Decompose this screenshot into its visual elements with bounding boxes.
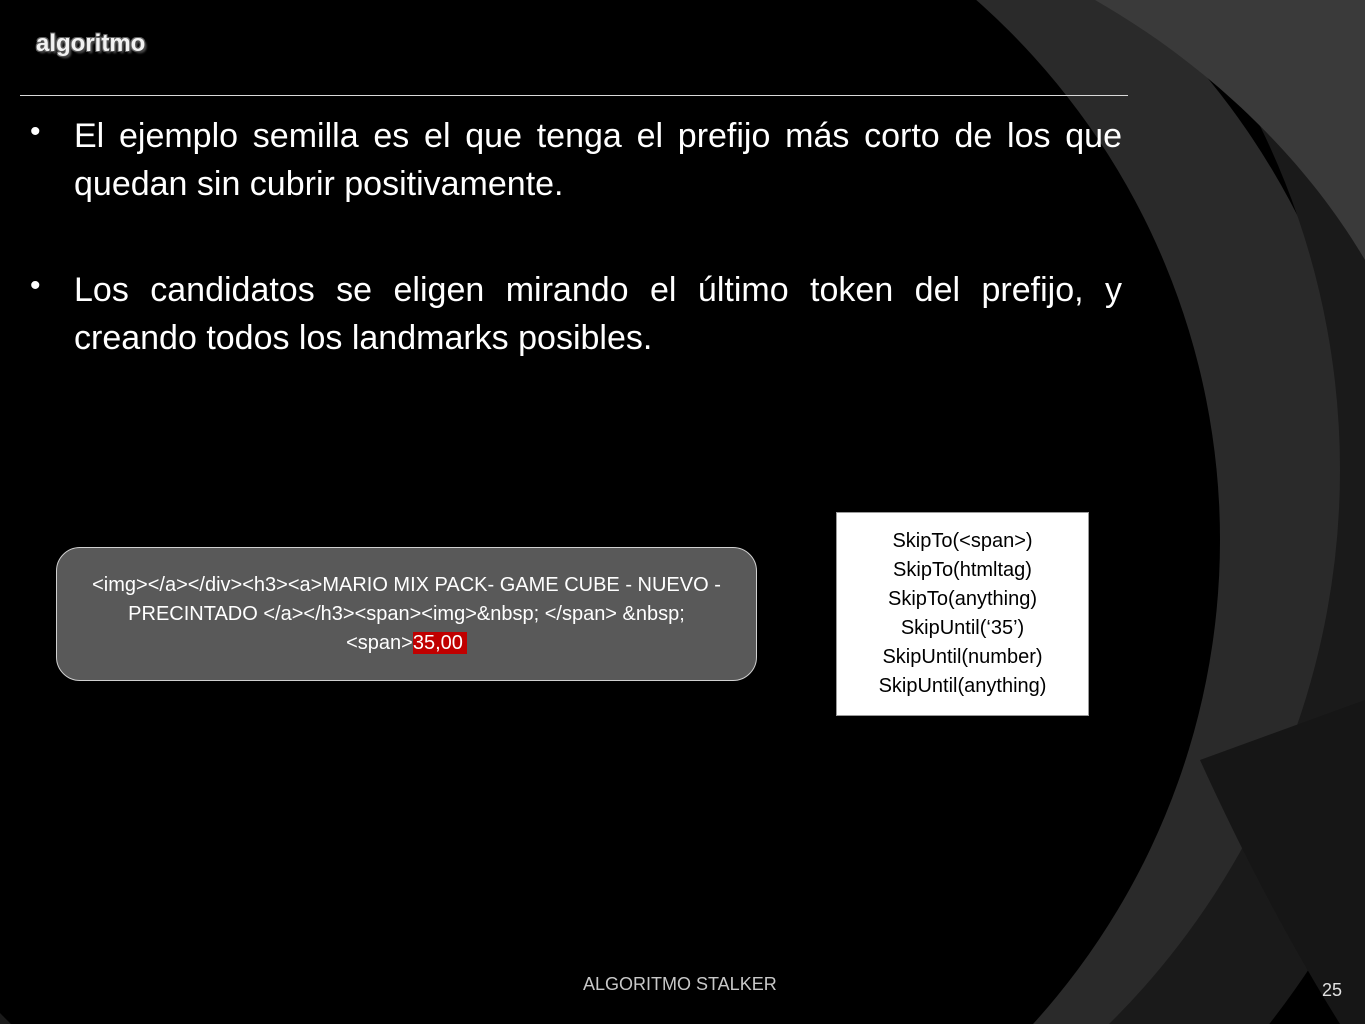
candidate-item: SkipUntil(number) xyxy=(882,646,1043,668)
bullet-dot-icon: • xyxy=(30,269,41,302)
candidate-item: SkipUntil(‘35’) xyxy=(900,617,1025,639)
candidate-item: SkipTo(anything) xyxy=(888,588,1037,610)
bullet-text: El ejemplo semilla es el que tenga el prefijo más corto de los que quedan sin cubrir positivamente. xyxy=(74,117,1122,203)
bullet-item xyxy=(30,112,1122,208)
bullet-text: Los candidatos se eligen mirando el último token del prefijo, y creando todos los landmarks posibles. xyxy=(74,271,1122,357)
footer-text: ALGORITMO STALKER xyxy=(583,974,777,994)
page-number: 25 xyxy=(1322,980,1343,1000)
candidate-item: SkipUntil(anything) xyxy=(878,675,1047,697)
bullet-dot-icon: • xyxy=(30,115,41,148)
candidate-item: SkipTo(htmltag) xyxy=(893,559,1032,581)
bullet-list xyxy=(30,112,1122,420)
html-example-box xyxy=(56,547,757,681)
title-divider xyxy=(20,95,1128,96)
candidate-item: SkipTo(<span>) xyxy=(892,530,1033,552)
candidates-box xyxy=(836,512,1089,716)
html-example-content xyxy=(71,571,742,658)
highlighted-price: 35,00 xyxy=(413,632,467,654)
html-example-text: <img></a></div><h3><a>MARIO MIX PACK- GAME CUBE - NUEVO - PRECINTADO </a></h3><span><img>&nbsp; </span> &nbsp;<span> xyxy=(92,573,721,654)
bullet-item xyxy=(30,266,1122,362)
slide-title: algoritmo xyxy=(36,30,146,57)
